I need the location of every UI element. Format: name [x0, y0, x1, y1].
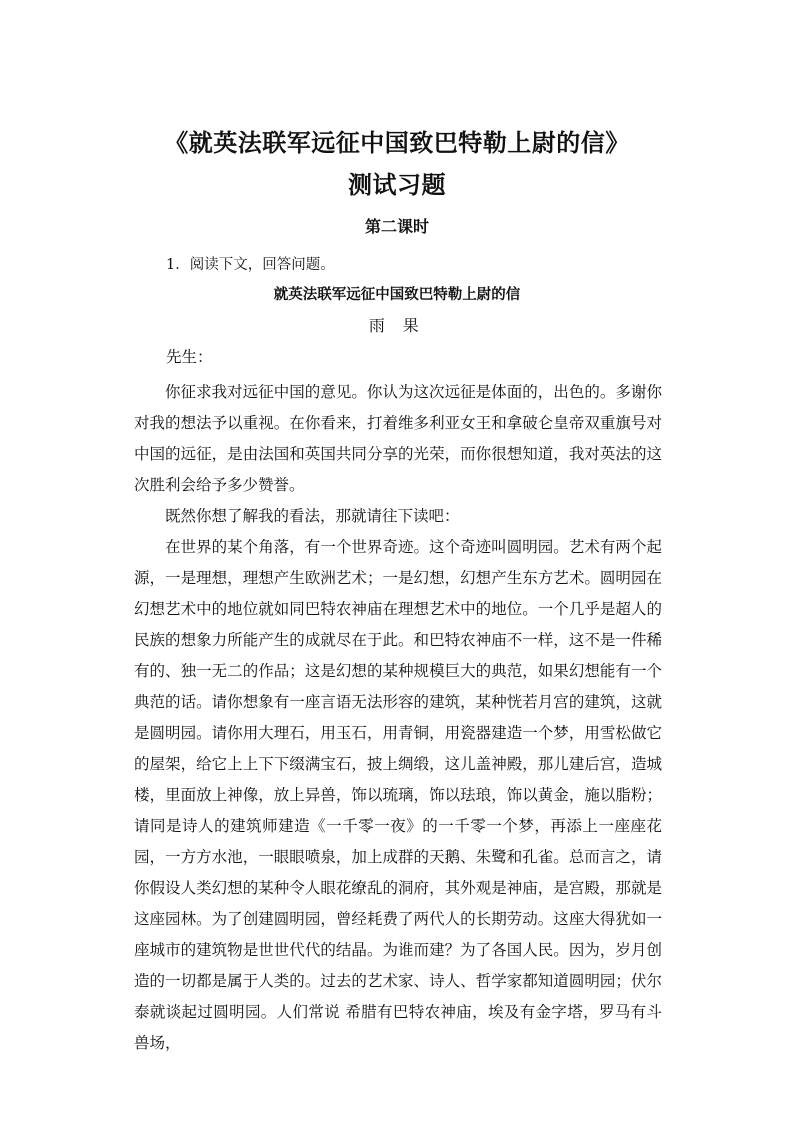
letter-body — [134, 377, 662, 1059]
paragraph: 你征求我对远征中国的意见。你认为这次远征是体面的，出色的。多谢你对我的想法予以重视。在你看来，打着维多利亚女王和拿破仑皇帝双重旗号对中国的远征，是由法国和英国共同分享的光荣，而你很想知道，我对英法的这次胜利会给予多少赞誉。 — [134, 383, 662, 494]
essay-author: 雨 果 — [368, 316, 426, 335]
document-subtitle: 测试习题 — [348, 170, 446, 199]
document-title: 《就英法联军远征中国致巴特勒上尉的信》 — [164, 128, 630, 157]
question-prompt: 1．阅读下文，回答问题。 — [166, 257, 335, 273]
lesson-heading: 第二课时 — [364, 217, 429, 236]
paragraph: 既然你想了解我的看法，那就请往下读吧： — [165, 507, 460, 525]
letter-salutation: 先生： — [166, 348, 213, 366]
essay-title: 就英法联军远征中国致巴特勒上尉的信 — [273, 286, 521, 303]
paragraph: 在世界的某个角落，有一个世界奇迹。这个奇迹叫圆明园。艺术有两个起源，一是理想，理想产生欧洲艺术；一是幻想，幻想产生东方艺术。圆明园在幻想艺术中的地位就如同巴特农神庙在理想艺术中的地位。一个几乎是超人的民族的想象力所能产生的成就尽在于此。和巴特农神庙不一样，这不是一件稀有的、独一无二的作品；这是幻想的某种规模巨大的典范，如果幻想能有一个典范的话。请你想象有一座言语无法形容的建筑，某种恍若月宫的建筑，这就是圆明园。请你用大理石，用玉石，用青铜，用瓷器建造一个梦，用雪松做它的屋架，给它上上下下缀满宝石，披上绸缎，这儿盖神殿，那儿建后宫，造城楼，里面放上神像，放上异兽，饰以琉璃，饰以珐琅，饰以黄金，施以脂粉；请同是诗人的建筑师建造《一千零一夜》的一千零一个梦，再添上一座座花园，一方方水池，一眼眼喷泉，加上成群的天鹅、朱鹭和孔雀。总而言之，请你假设人类幻想的某种令人眼花缭乱的洞府，其外观是神庙，是宫殿，那就是这座园林。为了创建圆明园，曾经耗费了两代人的长期劳动。这座大得犹如一座城市的建筑物是世世代代的结晶。为谁而建？为了各国人民。因为，岁月创造的一切都是属于人类的。过去的艺术家、诗人、哲学家都知道圆明园；伏尔泰就谈起过圆明园。人们常说 希腊有巴特农神庙，埃及有金字塔，罗马有斗兽场， — [134, 538, 662, 1052]
